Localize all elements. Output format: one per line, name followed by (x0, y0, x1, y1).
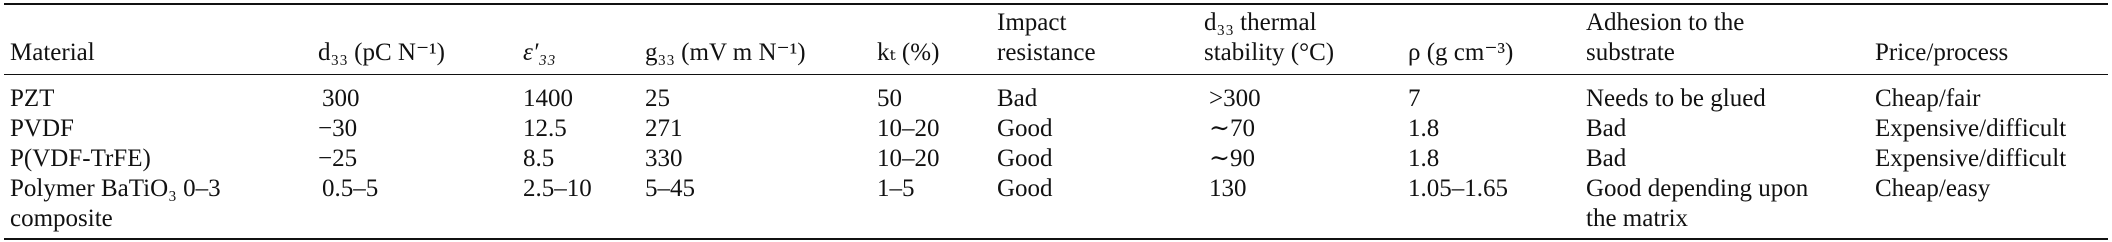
header-price-process: Price/process (1875, 39, 2009, 66)
row-1-adhesion: Needs to be glued (1586, 85, 1766, 112)
header-relative-permittivity: ε′₃₃ (523, 39, 556, 66)
row-3-impact: Good (997, 145, 1053, 172)
header-thermal-line-1: d₃₃ thermal (1204, 9, 1317, 36)
row-2-adhesion: Bad (1586, 115, 1627, 142)
top-rule (4, 3, 2108, 5)
row-3-kt: 10–20 (877, 145, 940, 172)
row-4-g33: 5–45 (645, 175, 695, 202)
row-2-impact: Good (997, 115, 1053, 142)
row-2-material: PVDF (10, 115, 74, 142)
row-2-kt: 10–20 (877, 115, 940, 142)
row-1-kt: 50 (877, 85, 902, 112)
row-1-thermal: >300 (1209, 85, 1261, 112)
header-kt: kₜ (%) (877, 39, 940, 66)
row-4-material-line-2: composite (10, 205, 113, 232)
row-4-impact: Good (997, 175, 1053, 202)
header-rule (4, 74, 2108, 75)
row-1-price: Cheap/fair (1875, 85, 1981, 112)
row-2-d33: −30 (318, 115, 358, 142)
row-2-density: 1.8 (1408, 115, 1440, 142)
row-4-adhesion-line-1: Good depending upon (1586, 175, 1809, 202)
row-3-price: Expensive/difficult (1875, 145, 2067, 172)
bottom-rule (4, 238, 2108, 240)
header-impact-line-2: resistance (997, 39, 1096, 66)
header-adhesion-line-2: substrate (1586, 39, 1675, 66)
row-3-eps33: 8.5 (523, 145, 555, 172)
row-2-price: Expensive/difficult (1875, 115, 2067, 142)
row-4-adhesion-line-2: the matrix (1586, 205, 1689, 232)
row-3-thermal: ∼90 (1209, 145, 1255, 172)
header-d33: d₃₃ (pC N⁻¹) (318, 39, 446, 66)
row-4-density: 1.05–1.65 (1408, 175, 1508, 202)
header-impact-line-1: Impact (997, 9, 1067, 36)
row-3-adhesion: Bad (1586, 145, 1627, 172)
header-adhesion-line-1: Adhesion to the (1586, 9, 1745, 36)
row-1-impact: Bad (997, 85, 1038, 112)
row-4-eps33: 2.5–10 (523, 175, 592, 202)
row-3-density: 1.8 (1408, 145, 1440, 172)
header-thermal-line-2: stability (°C) (1204, 39, 1335, 66)
row-1-d33: 300 (322, 85, 360, 112)
row-3-material: P(VDF-TrFE) (10, 145, 151, 172)
row-1-eps33: 1400 (523, 85, 573, 112)
row-4-thermal: 130 (1209, 175, 1247, 202)
row-2-eps33: 12.5 (523, 115, 567, 142)
row-2-g33: 271 (645, 115, 683, 142)
row-2-thermal: ∼70 (1209, 115, 1255, 142)
row-4-d33: 0.5–5 (322, 175, 379, 202)
header-density: ρ (g cm⁻³) (1408, 39, 1514, 66)
row-3-g33: 330 (645, 145, 683, 172)
row-1-density: 7 (1408, 85, 1421, 112)
row-4-kt: 1–5 (877, 175, 915, 202)
row-1-g33: 25 (645, 85, 670, 112)
row-3-d33: −25 (318, 145, 358, 172)
row-1-material: PZT (10, 85, 55, 112)
row-4-material-line-1: Polymer BaTiO₃ 0–3 (10, 175, 221, 202)
header-material: Material (10, 39, 95, 66)
row-4-price: Cheap/easy (1875, 175, 1991, 202)
header-g33: g₃₃ (mV m N⁻¹) (645, 39, 806, 66)
